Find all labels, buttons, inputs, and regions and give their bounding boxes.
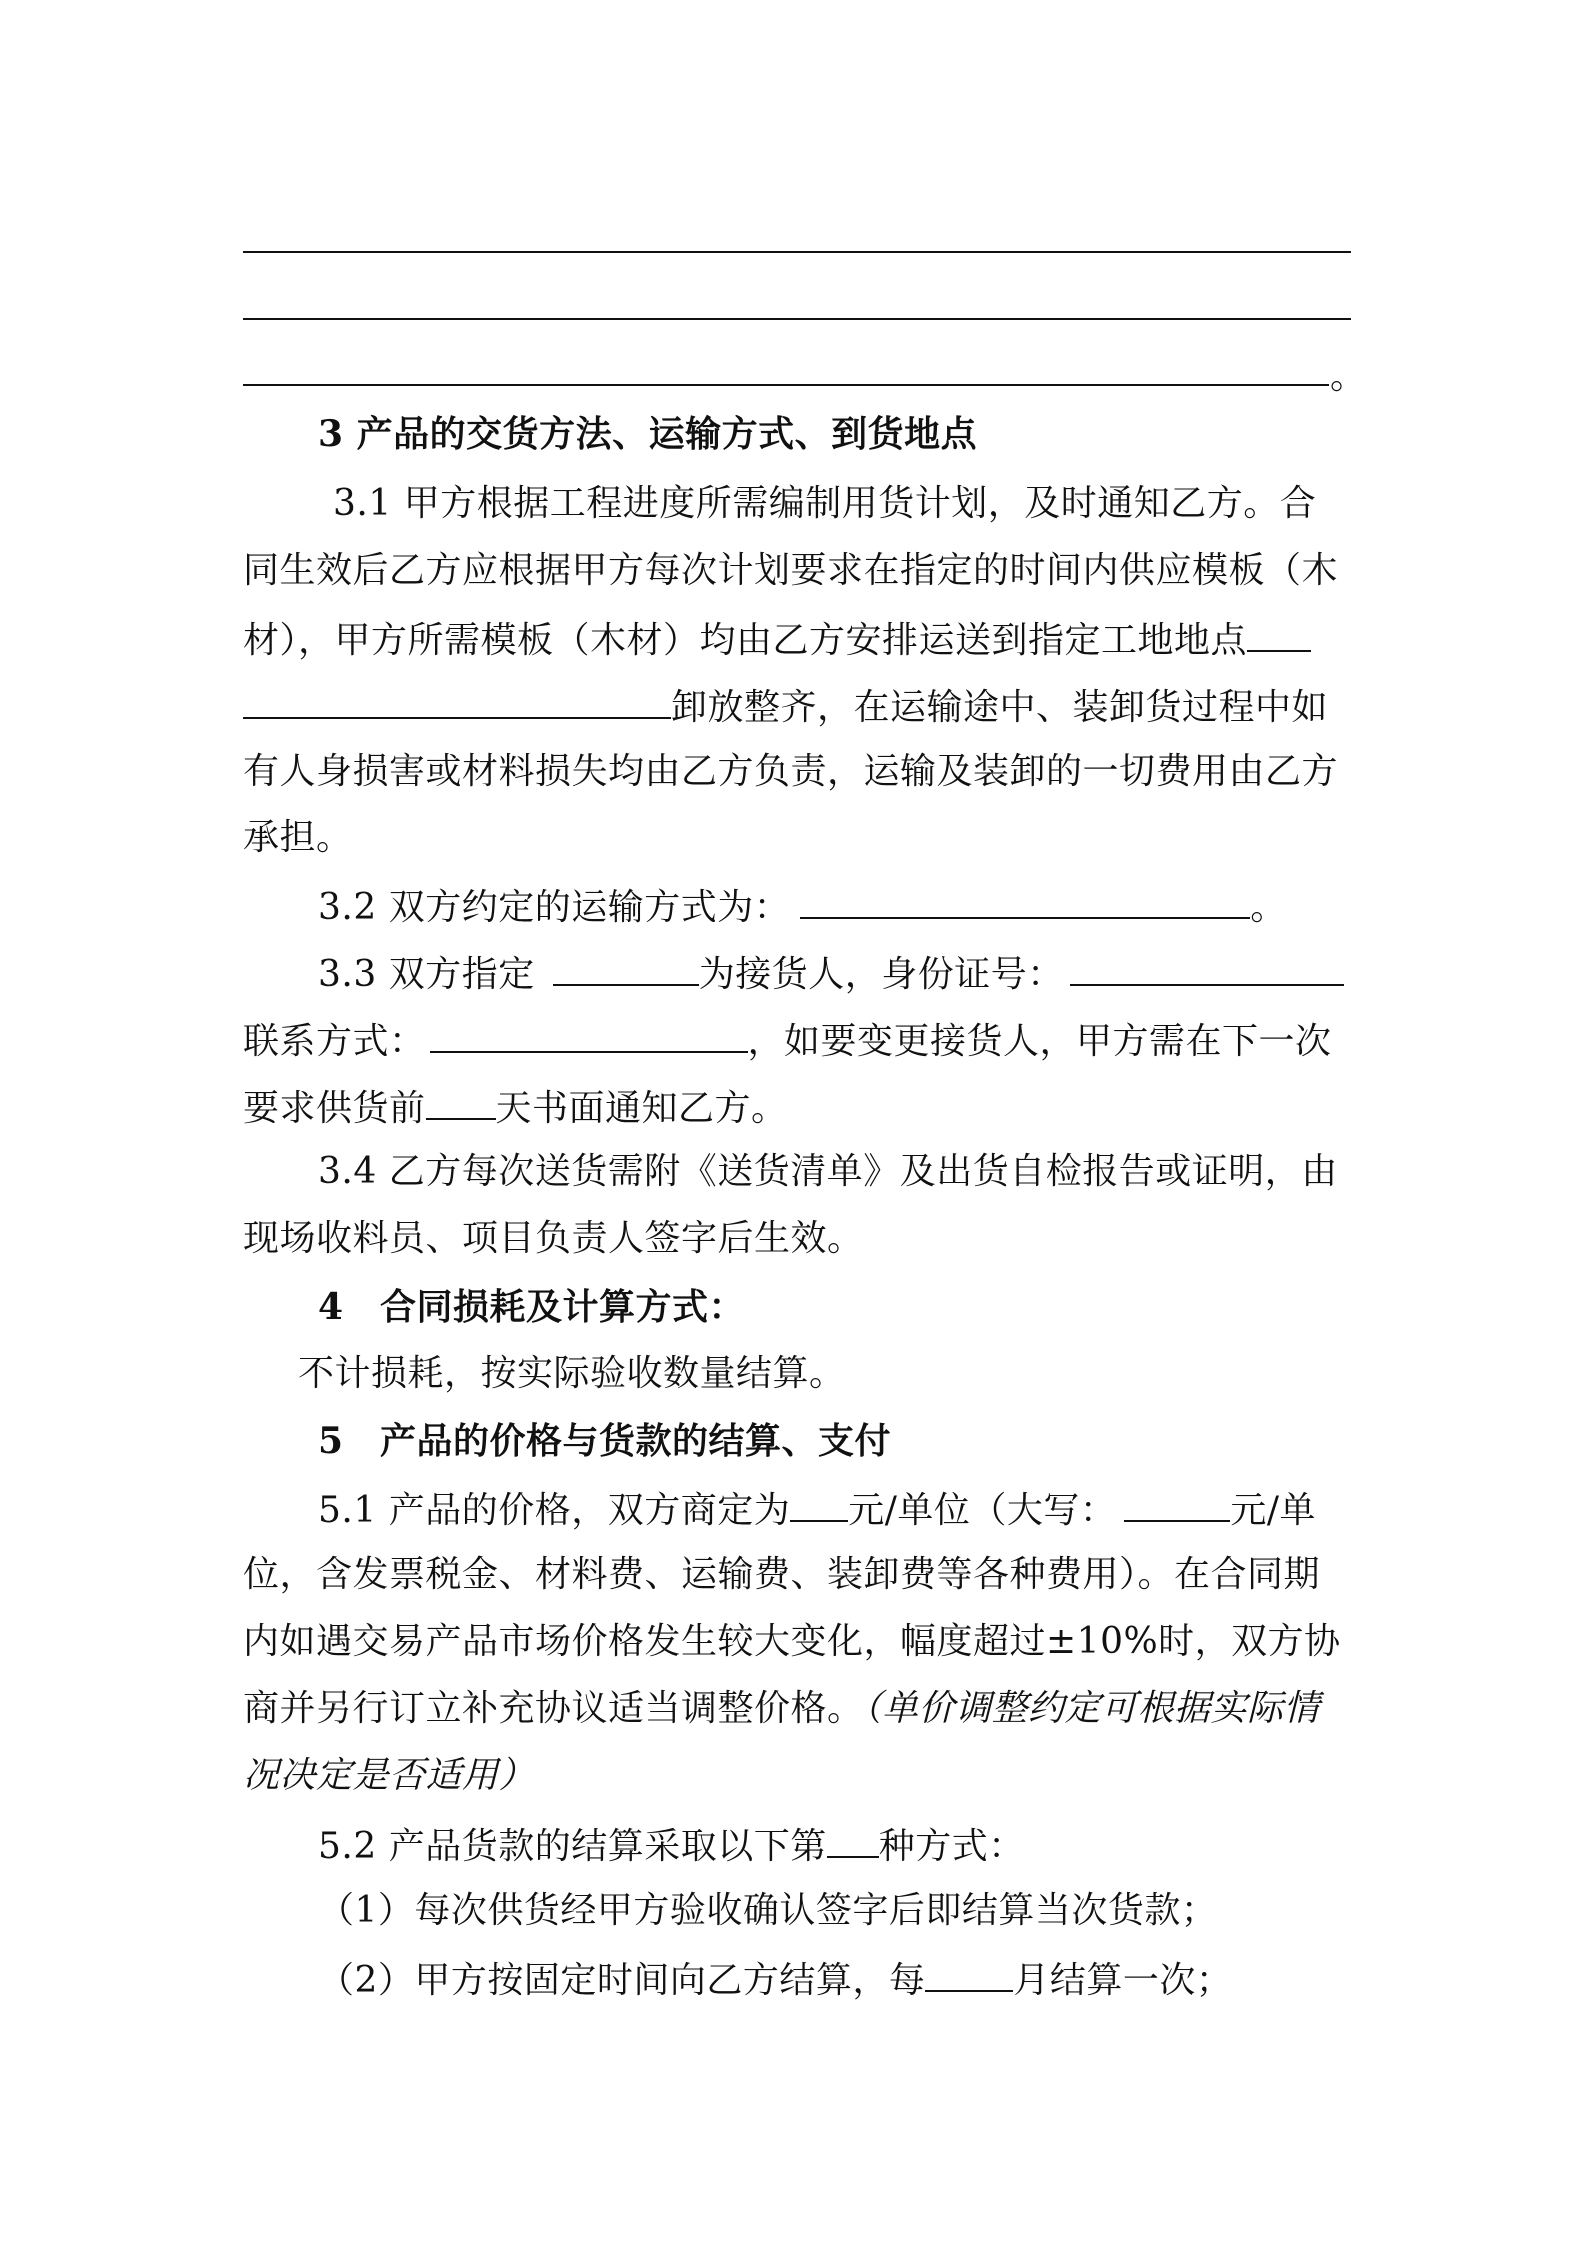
clause-3-1-line-4	[243, 683, 1353, 727]
clause-3-1-line-5: 有人身损害或材料损失均由乙方负责，运输及装卸的一切费用由乙方	[243, 751, 1339, 792]
settlement-option-blank[interactable]	[827, 1822, 879, 1858]
clause-5-2	[318, 1822, 1428, 1866]
clause-3-3-text-b: 为接货人，身份证号：	[698, 954, 1064, 995]
transport-method-blank[interactable]	[800, 883, 1250, 919]
clause-5-1-line-2: 位，含发票税金、材料费、运输费、装卸费等各种费用）。在合同期	[243, 1554, 1321, 1595]
blank-rule-2	[243, 318, 1351, 320]
blank-rule-end-mark: 。	[1330, 356, 1367, 397]
clause-3-3-text-f: 天书面通知乙方。	[495, 1088, 788, 1129]
clause-5-1-text-b: 元/单位（大写：	[848, 1490, 1117, 1531]
clause-3-2-end: 。	[1250, 887, 1287, 928]
section-4-heading: 4 合同损耗及计算方式：	[318, 1286, 746, 1328]
blank-rule-3	[243, 384, 1329, 386]
receiver-contact-blank[interactable]	[430, 1017, 748, 1053]
clause-3-4-line-1: 3.4 乙方每次送货需附《送货清单》及出货自检报告或证明，由	[318, 1151, 1338, 1192]
clause-3-1-line-4-text: 卸放整齐，在运输途中、装卸货过程中如	[671, 687, 1329, 728]
section-3-heading: 3 产品的交货方法、运输方式、到货地点	[318, 413, 978, 455]
clause-3-1-line-1: 3.1 甲方根据工程进度所需编制用货计划，及时通知乙方。合	[333, 483, 1317, 524]
clause-5-1-note-a: （单价调整约定可根据实际情	[863, 1688, 1321, 1729]
settlement-option-2	[318, 1956, 1428, 2000]
unit-price-blank[interactable]	[790, 1486, 848, 1522]
clause-3-1-line-3-text: 材），甲方所需模板（木材）均由乙方安排运送到指定工地地点	[243, 620, 1248, 661]
clause-3-1-line-2: 同生效后乙方应根据甲方每次计划要求在指定的时间内供应模板（木	[243, 550, 1339, 591]
settlement-months-blank[interactable]	[925, 1956, 1013, 1992]
clause-5-1-text-c: 元/单	[1230, 1490, 1316, 1531]
receiver-name-blank[interactable]	[553, 950, 699, 986]
clause-5-1-line-4	[243, 1687, 1353, 1731]
clause-3-2	[318, 883, 1428, 927]
section-4-body: 不计损耗，按实际验收数量结算。	[298, 1353, 846, 1394]
receiver-id-blank[interactable]	[1070, 950, 1344, 986]
notice-days-blank[interactable]	[426, 1084, 496, 1120]
clause-3-3-line-3	[243, 1084, 1353, 1128]
clause-5-1-note-b: 况决定是否适用）	[243, 1755, 536, 1796]
settlement-option-2-text-a: （2）甲方按固定时间向乙方结算，每	[318, 1960, 926, 2001]
clause-3-3-line-2	[243, 1017, 1353, 1061]
clause-3-2-text: 3.2 双方约定的运输方式为：	[318, 887, 791, 928]
clause-3-3-text-a: 3.3 双方指定	[318, 954, 535, 995]
settlement-option-2-text-b: 月结算一次；	[1013, 1960, 1233, 2001]
clause-3-1-line-3	[243, 616, 1353, 660]
clause-5-2-text-a: 5.2 产品货款的结算采取以下第	[318, 1826, 827, 1867]
clause-3-4-line-2: 现场收料员、项目负责人签字后生效。	[243, 1218, 864, 1259]
clause-3-3-text-e: 要求供货前	[243, 1088, 426, 1129]
clause-3-3-text-c: 联系方式：	[243, 1021, 426, 1062]
clause-5-2-text-b: 种方式：	[878, 1826, 1025, 1867]
blank-rule-1	[243, 251, 1351, 253]
delivery-site-blank-a[interactable]	[1247, 616, 1311, 652]
unit-price-words-blank[interactable]	[1124, 1486, 1230, 1522]
clause-3-3-text-d: ，如要变更接货人，甲方需在下一次	[747, 1021, 1332, 1062]
clause-5-1-line-1	[318, 1486, 1428, 1530]
clause-3-3-line-1	[318, 950, 1428, 994]
clause-3-1-line-6: 承担。	[243, 817, 353, 858]
section-5-heading: 5 产品的价格与货款的结算、支付	[318, 1420, 892, 1462]
clause-5-1-line-3: 内如遇交易产品市场价格发生较大变化，幅度超过±10%时，双方协	[243, 1621, 1341, 1662]
clause-5-1-text-d: 商并另行订立补充协议适当调整价格。	[243, 1688, 864, 1729]
delivery-site-blank-b[interactable]	[243, 683, 671, 719]
clause-5-1-text-a: 5.1 产品的价格，双方商定为	[318, 1490, 791, 1531]
settlement-option-1: （1）每次供货经甲方验收确认签字后即结算当次货款；	[318, 1890, 1218, 1931]
